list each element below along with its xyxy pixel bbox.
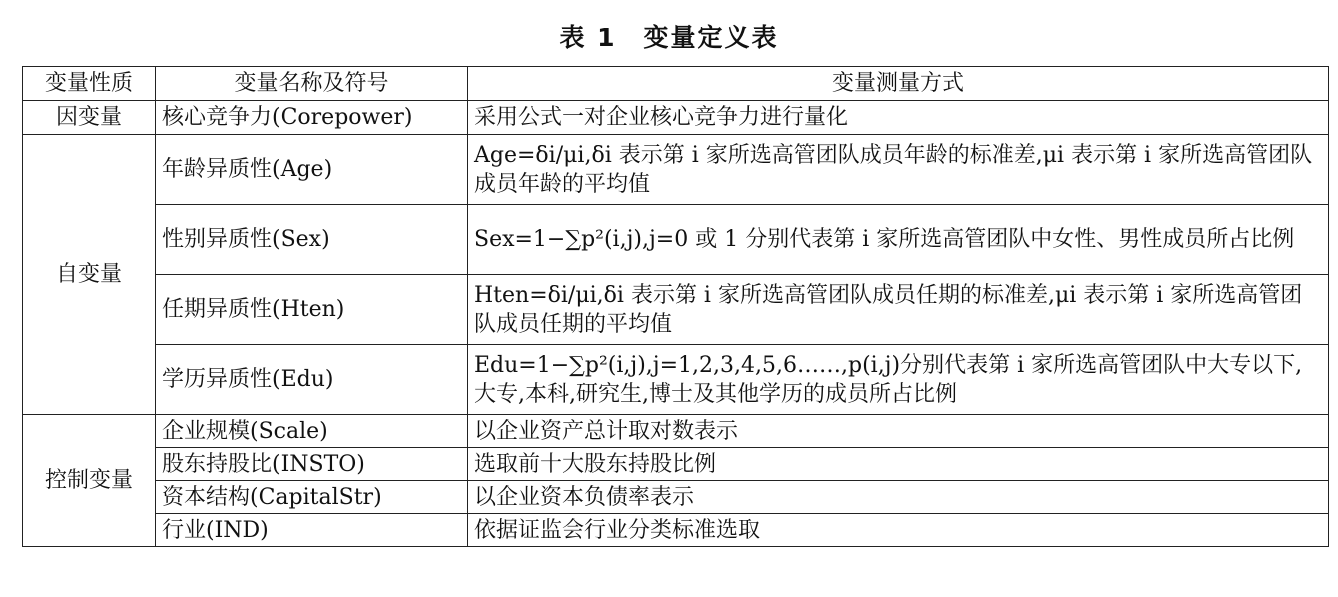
table-row (23, 514, 1329, 547)
group-independent: 自变量 (23, 135, 156, 415)
variable-measure: Age=δi/μi,δi 表示第 i 家所选高管团队成员年龄的标准差,μi 表示第 i 家所选高管团队成员年龄的平均值 (468, 135, 1329, 205)
table-title: 表 1 变量定义表 (559, 23, 779, 52)
table-row (23, 101, 1329, 135)
variable-definition-table (22, 66, 1329, 547)
table-row (23, 135, 1329, 205)
variable-name: 企业规模(Scale) (156, 415, 468, 448)
variable-measure: 以企业资产总计取对数表示 (468, 415, 1329, 448)
table-row (23, 481, 1329, 514)
variable-measure: Sex=1−∑p²(i,j),j=0 或 1 分别代表第 i 家所选高管团队中女性、男性成员所占比例 (468, 205, 1329, 275)
variable-name: 资本结构(CapitalStr) (156, 481, 468, 514)
variable-name: 性别异质性(Sex) (156, 205, 468, 275)
header-name: 变量名称及符号 (156, 67, 468, 101)
table-row (23, 345, 1329, 415)
variable-name: 学历异质性(Edu) (156, 345, 468, 415)
table-header-row (23, 67, 1329, 101)
variable-measure: 依据证监会行业分类标准选取 (468, 514, 1329, 547)
variable-measure: 以企业资本负债率表示 (468, 481, 1329, 514)
group-control: 控制变量 (23, 415, 156, 547)
group-dependent: 因变量 (23, 101, 156, 135)
table-row (23, 448, 1329, 481)
variable-measure: Hten=δi/μi,δi 表示第 i 家所选高管团队成员任期的标准差,μi 表示第 i 家所选高管团队成员任期的平均值 (468, 275, 1329, 345)
variable-measure: 选取前十大股东持股比例 (468, 448, 1329, 481)
table-row (23, 415, 1329, 448)
variable-name: 年龄异质性(Age) (156, 135, 468, 205)
variable-measure: Edu=1−∑p²(i,j),j=1,2,3,4,5,6……,p(i,j)分别代表第 i 家所选高管团队中大专以下,大专,本科,研究生,博士及其他学历的成员所占比例 (468, 345, 1329, 415)
variable-name: 核心竞争力(Corepower) (156, 101, 468, 135)
header-nature: 变量性质 (23, 67, 156, 101)
variable-name: 任期异质性(Hten) (156, 275, 468, 345)
table-row (23, 205, 1329, 275)
header-measure: 变量测量方式 (468, 67, 1329, 101)
variable-name: 股东持股比(INSTO) (156, 448, 468, 481)
variable-measure: 采用公式一对企业核心竞争力进行量化 (468, 101, 1329, 135)
variable-name: 行业(IND) (156, 514, 468, 547)
table-row (23, 275, 1329, 345)
